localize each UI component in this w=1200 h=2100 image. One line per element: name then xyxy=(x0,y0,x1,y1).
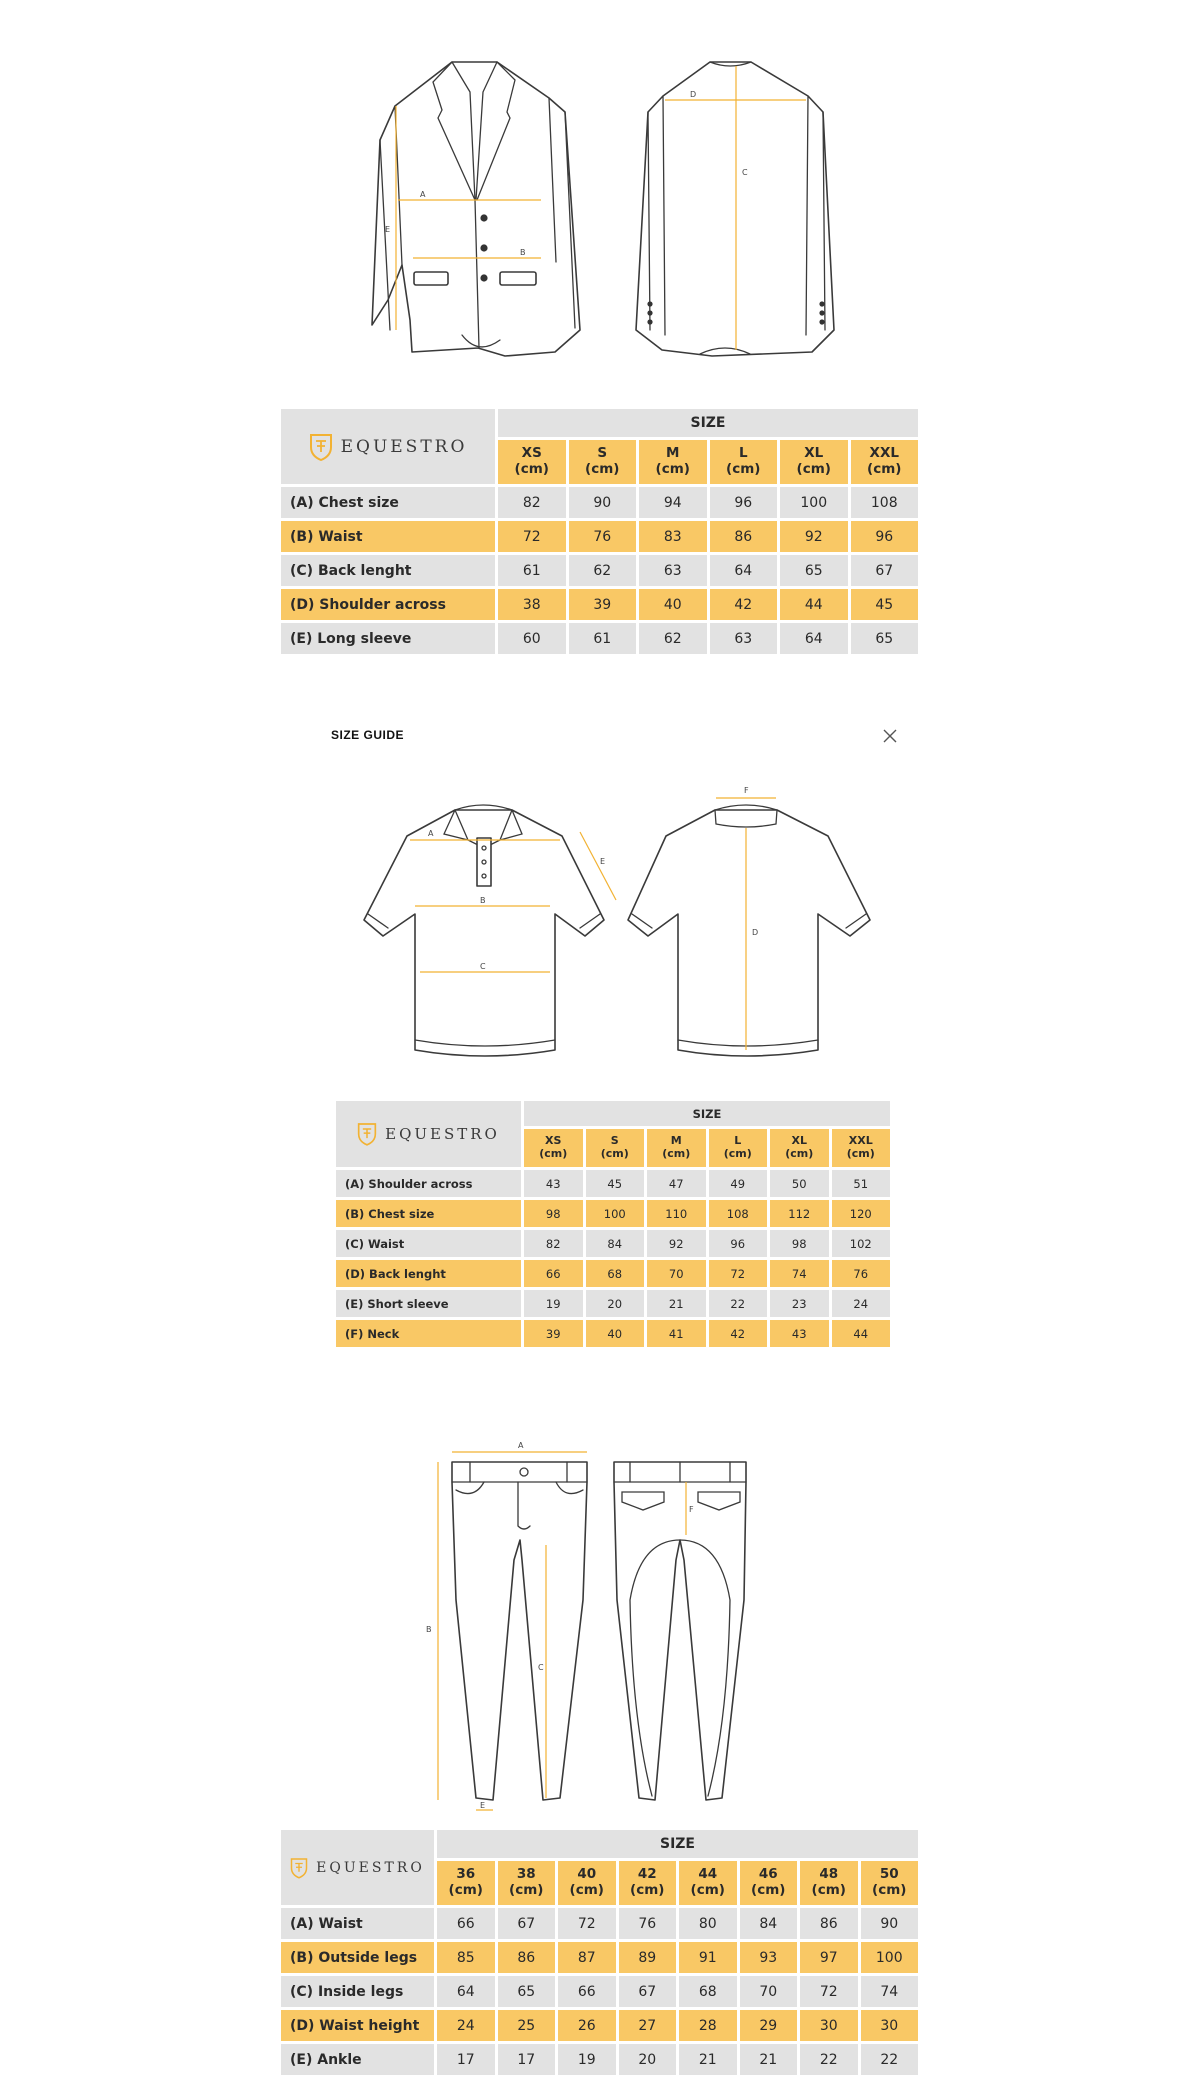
table-cell: 82 xyxy=(524,1230,583,1257)
row-label: (E) Short sleeve xyxy=(336,1290,521,1317)
brand-name: EQUESTRO xyxy=(340,436,468,457)
table-cell: 45 xyxy=(851,589,919,620)
size-header: SIZE xyxy=(498,409,918,437)
table-cell: 43 xyxy=(770,1320,829,1347)
table-row xyxy=(281,623,918,654)
table-row xyxy=(281,521,918,552)
table-cell: 44 xyxy=(780,589,848,620)
table-cell: 50 xyxy=(770,1170,829,1197)
size-column-header: S (cm) xyxy=(569,440,637,484)
table-cell: 28 xyxy=(679,2010,737,2041)
table-cell: 66 xyxy=(437,1908,495,1939)
row-label: (C) Inside legs xyxy=(281,1976,434,2007)
table-cell: 67 xyxy=(619,1976,677,2007)
table-cell: 72 xyxy=(709,1260,768,1287)
table-cell: 68 xyxy=(586,1260,645,1287)
table-cell: 20 xyxy=(619,2044,677,2075)
table-cell: 100 xyxy=(780,487,848,518)
table-cell: 19 xyxy=(524,1290,583,1317)
table-cell: 93 xyxy=(740,1942,798,1973)
equestro-shield-icon xyxy=(309,433,333,461)
table-cell: 80 xyxy=(679,1908,737,1939)
row-label: (B) Outside legs xyxy=(281,1942,434,1973)
row-label: (E) Ankle xyxy=(281,2044,434,2075)
brand-logo-cell xyxy=(336,1101,521,1167)
brand-logo-cell xyxy=(281,1830,434,1905)
table-cell: 84 xyxy=(586,1230,645,1257)
table-cell: 90 xyxy=(861,1908,919,1939)
table-cell: 84 xyxy=(740,1908,798,1939)
table-cell: 20 xyxy=(586,1290,645,1317)
table-cell: 51 xyxy=(832,1170,891,1197)
table-cell: 40 xyxy=(639,589,707,620)
table-cell: 39 xyxy=(524,1320,583,1347)
table-cell: 29 xyxy=(740,2010,798,2041)
table-cell: 87 xyxy=(558,1942,616,1973)
table-cell: 96 xyxy=(710,487,778,518)
table-row xyxy=(336,1290,890,1317)
table-cell: 60 xyxy=(498,623,566,654)
svg-text:D: D xyxy=(690,90,697,99)
row-label: (B) Chest size xyxy=(336,1200,521,1227)
row-label: (A) Waist xyxy=(281,1908,434,1939)
table-cell: 86 xyxy=(710,521,778,552)
brand-logo-cell xyxy=(281,409,495,484)
size-column-header: L (cm) xyxy=(710,440,778,484)
table-cell: 65 xyxy=(498,1976,556,2007)
table-cell: 21 xyxy=(740,2044,798,2075)
table-cell: 24 xyxy=(437,2010,495,2041)
table-cell: 30 xyxy=(800,2010,858,2041)
polo-diagram xyxy=(0,770,1200,1070)
row-label: (C) Back lenght xyxy=(281,555,495,586)
trousers-back-illustration xyxy=(614,1462,746,1800)
row-label: (E) Long sleeve xyxy=(281,623,495,654)
equestro-shield-icon xyxy=(357,1122,377,1146)
table-cell: 91 xyxy=(679,1942,737,1973)
size-column-header: M (cm) xyxy=(639,440,707,484)
table-row xyxy=(281,1908,918,1939)
size-column-header: 50 (cm) xyxy=(861,1861,919,1905)
table-cell: 25 xyxy=(498,2010,556,2041)
polo-front-illustration xyxy=(364,805,616,1056)
brand-name: EQUESTRO xyxy=(316,1859,425,1876)
row-label: (C) Waist xyxy=(336,1230,521,1257)
size-column-header: XS (cm) xyxy=(498,440,566,484)
table-cell: 42 xyxy=(709,1320,768,1347)
table-cell: 63 xyxy=(710,623,778,654)
row-label: (B) Waist xyxy=(281,521,495,552)
table-row xyxy=(281,487,918,518)
row-label: (D) Back lenght xyxy=(336,1260,521,1287)
table-cell: 82 xyxy=(498,487,566,518)
size-column-header: 40 (cm) xyxy=(558,1861,616,1905)
jacket-diagram xyxy=(0,0,1200,370)
table-cell: 67 xyxy=(498,1908,556,1939)
svg-text:E: E xyxy=(385,225,391,234)
jacket-back-illustration xyxy=(636,62,834,356)
table-cell: 61 xyxy=(569,623,637,654)
table-row xyxy=(281,2010,918,2041)
table-row xyxy=(281,1976,918,2007)
table-cell: 66 xyxy=(558,1976,616,2007)
table-cell: 120 xyxy=(832,1200,891,1227)
table-cell: 22 xyxy=(861,2044,919,2075)
table-cell: 41 xyxy=(647,1320,706,1347)
size-column-header: XL (cm) xyxy=(770,1129,829,1167)
table-cell: 68 xyxy=(679,1976,737,2007)
table-cell: 19 xyxy=(558,2044,616,2075)
table-cell: 38 xyxy=(498,589,566,620)
size-column-header: XXL (cm) xyxy=(851,440,919,484)
svg-text:F: F xyxy=(744,786,749,795)
table-cell: 112 xyxy=(770,1200,829,1227)
svg-text:B: B xyxy=(520,248,526,257)
polo-size-table xyxy=(333,1098,893,1350)
table-cell: 83 xyxy=(639,521,707,552)
table-cell: 92 xyxy=(780,521,848,552)
row-label: (A) Chest size xyxy=(281,487,495,518)
size-guide-title: SIZE GUIDE xyxy=(331,728,405,742)
table-cell: 70 xyxy=(647,1260,706,1287)
size-column-header: 38 (cm) xyxy=(498,1861,556,1905)
svg-text:E: E xyxy=(600,857,606,866)
table-cell: 96 xyxy=(709,1230,768,1257)
table-cell: 47 xyxy=(647,1170,706,1197)
table-cell: 43 xyxy=(524,1170,583,1197)
svg-text:F: F xyxy=(689,1505,694,1514)
table-cell: 85 xyxy=(437,1942,495,1973)
table-row xyxy=(336,1260,890,1287)
table-cell: 98 xyxy=(770,1230,829,1257)
size-column-header: XL (cm) xyxy=(780,440,848,484)
table-row xyxy=(336,1320,890,1347)
jacket-size-table xyxy=(278,406,921,657)
size-column-header: 46 (cm) xyxy=(740,1861,798,1905)
svg-text:D: D xyxy=(752,928,759,937)
trousers-size-table xyxy=(278,1827,921,2078)
table-cell: 27 xyxy=(619,2010,677,2041)
table-row xyxy=(281,555,918,586)
table-cell: 66 xyxy=(524,1260,583,1287)
table-cell: 21 xyxy=(647,1290,706,1317)
trousers-front-illustration xyxy=(426,1441,587,1810)
table-row xyxy=(281,589,918,620)
table-cell: 45 xyxy=(586,1170,645,1197)
table-cell: 74 xyxy=(861,1976,919,2007)
svg-text:B: B xyxy=(426,1625,432,1634)
table-cell: 74 xyxy=(770,1260,829,1287)
size-header: SIZE xyxy=(437,1830,918,1858)
table-row xyxy=(336,1200,890,1227)
table-cell: 76 xyxy=(619,1908,677,1939)
size-column-header: XXL (cm) xyxy=(832,1129,891,1167)
table-cell: 44 xyxy=(832,1320,891,1347)
table-cell: 72 xyxy=(558,1908,616,1939)
table-cell: 102 xyxy=(832,1230,891,1257)
table-cell: 65 xyxy=(851,623,919,654)
table-cell: 86 xyxy=(800,1908,858,1939)
table-cell: 92 xyxy=(647,1230,706,1257)
table-row xyxy=(281,1942,918,1973)
trousers-diagram xyxy=(0,1440,1200,1820)
table-cell: 21 xyxy=(679,2044,737,2075)
table-cell: 40 xyxy=(586,1320,645,1347)
table-cell: 76 xyxy=(569,521,637,552)
row-label: (D) Shoulder across xyxy=(281,589,495,620)
table-cell: 63 xyxy=(639,555,707,586)
brand-name: EQUESTRO xyxy=(385,1125,500,1143)
table-cell: 67 xyxy=(851,555,919,586)
table-cell: 89 xyxy=(619,1942,677,1973)
table-cell: 86 xyxy=(498,1942,556,1973)
table-cell: 94 xyxy=(639,487,707,518)
table-cell: 24 xyxy=(832,1290,891,1317)
table-cell: 90 xyxy=(569,487,637,518)
table-cell: 17 xyxy=(437,2044,495,2075)
row-label: (A) Shoulder across xyxy=(336,1170,521,1197)
table-cell: 96 xyxy=(851,521,919,552)
table-cell: 22 xyxy=(709,1290,768,1317)
table-cell: 72 xyxy=(800,1976,858,2007)
equestro-shield-icon xyxy=(290,1857,308,1879)
row-label: (F) Neck xyxy=(336,1320,521,1347)
size-column-header: S (cm) xyxy=(586,1129,645,1167)
table-cell: 42 xyxy=(710,589,778,620)
size-column-header: M (cm) xyxy=(647,1129,706,1167)
row-label: (D) Waist height xyxy=(281,2010,434,2041)
table-cell: 17 xyxy=(498,2044,556,2075)
size-column-header: 36 (cm) xyxy=(437,1861,495,1905)
table-cell: 39 xyxy=(569,589,637,620)
table-cell: 70 xyxy=(740,1976,798,2007)
table-cell: 64 xyxy=(780,623,848,654)
table-cell: 26 xyxy=(558,2010,616,2041)
size-column-header: 48 (cm) xyxy=(800,1861,858,1905)
table-row xyxy=(336,1170,890,1197)
table-cell: 108 xyxy=(709,1200,768,1227)
jacket-front-illustration xyxy=(372,62,580,356)
size-column-header: 44 (cm) xyxy=(679,1861,737,1905)
table-cell: 23 xyxy=(770,1290,829,1317)
svg-text:C: C xyxy=(742,168,748,177)
table-cell: 76 xyxy=(832,1260,891,1287)
svg-text:B: B xyxy=(480,896,486,905)
table-cell: 97 xyxy=(800,1942,858,1973)
table-cell: 61 xyxy=(498,555,566,586)
table-cell: 64 xyxy=(710,555,778,586)
table-row xyxy=(281,2044,918,2075)
table-cell: 62 xyxy=(639,623,707,654)
size-header: SIZE xyxy=(524,1101,890,1126)
table-cell: 30 xyxy=(861,2010,919,2041)
table-cell: 110 xyxy=(647,1200,706,1227)
svg-text:A: A xyxy=(428,829,434,838)
table-cell: 65 xyxy=(780,555,848,586)
table-cell: 22 xyxy=(800,2044,858,2075)
close-icon[interactable] xyxy=(881,727,899,745)
size-column-header: XS (cm) xyxy=(524,1129,583,1167)
table-cell: 100 xyxy=(586,1200,645,1227)
table-cell: 98 xyxy=(524,1200,583,1227)
svg-text:A: A xyxy=(420,190,426,199)
table-row xyxy=(336,1230,890,1257)
table-cell: 108 xyxy=(851,487,919,518)
svg-text:C: C xyxy=(538,1663,544,1672)
table-cell: 64 xyxy=(437,1976,495,2007)
table-cell: 49 xyxy=(709,1170,768,1197)
table-cell: 62 xyxy=(569,555,637,586)
table-cell: 100 xyxy=(861,1942,919,1973)
svg-text:C: C xyxy=(480,962,486,971)
svg-text:E: E xyxy=(480,1801,486,1810)
size-column-header: 42 (cm) xyxy=(619,1861,677,1905)
size-column-header: L (cm) xyxy=(709,1129,768,1167)
table-cell: 72 xyxy=(498,521,566,552)
polo-back-illustration xyxy=(628,786,870,1056)
svg-text:A: A xyxy=(518,1441,524,1450)
